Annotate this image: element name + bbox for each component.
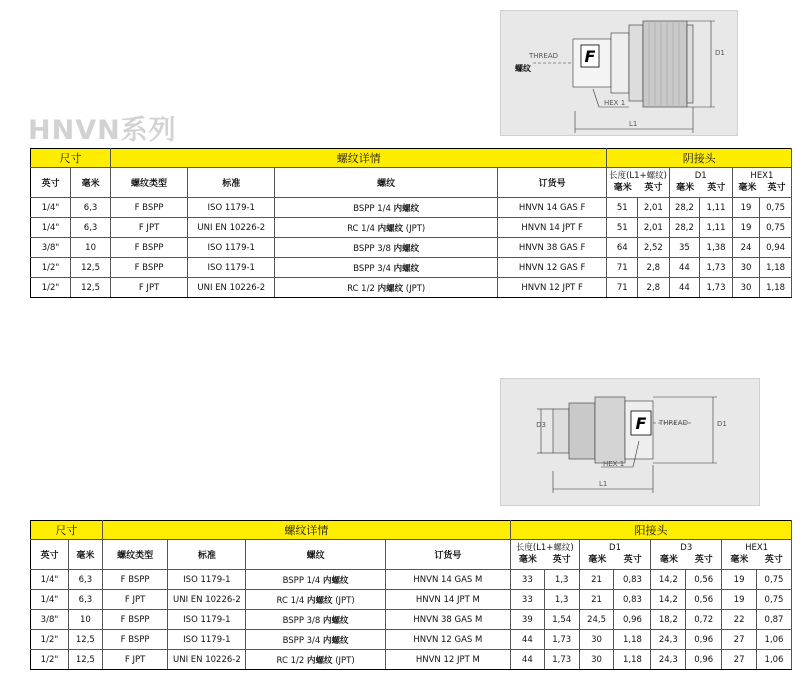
male-coupler-drawing xyxy=(500,378,760,506)
cell-h_in: 1,06 xyxy=(757,650,792,670)
cell-mm: 10 xyxy=(71,238,111,258)
header-hex1 xyxy=(722,540,792,570)
cell-d1_in: 1,18 xyxy=(614,630,651,650)
cell-order: HNVN 12 JPT F xyxy=(497,278,607,298)
cell-h_mm: 22 xyxy=(722,610,757,630)
cell-d1_in: 1,38 xyxy=(700,238,733,258)
cell-l_mm: 51 xyxy=(607,198,638,218)
cell-mm: 12,5 xyxy=(68,630,102,650)
header-order: 订货号 xyxy=(497,168,607,198)
header-d1-mm: 毫米 xyxy=(588,555,607,565)
table-row xyxy=(31,258,792,278)
cell-std: UNI EN 10226-2 xyxy=(188,218,275,238)
header-mm: 毫米 xyxy=(68,540,102,570)
header-d1-inch: 英寸 xyxy=(707,183,726,193)
cell-type: F BSPP xyxy=(111,258,188,278)
table-row xyxy=(31,650,792,670)
cell-std: ISO 1179-1 xyxy=(188,238,275,258)
cell-inch: 1/4" xyxy=(31,198,71,218)
header-d1 xyxy=(669,168,732,198)
cell-thread xyxy=(246,590,385,610)
group-coupler: 阴接头 xyxy=(607,149,792,168)
header-hex1-title: HEX1 xyxy=(750,171,774,181)
cell-type: F BSPP xyxy=(102,570,168,590)
cell-d3_mm: 14,2 xyxy=(651,570,686,590)
cell-l_mm: 44 xyxy=(510,630,544,650)
cell-thread-b: 内螺纹 xyxy=(377,223,404,234)
cell-thread-a: BSPP 3/8 xyxy=(353,243,394,254)
female-spec-table xyxy=(30,148,792,298)
cell-thread-a: RC 1/2 xyxy=(347,283,378,294)
cell-l_in: 1,73 xyxy=(544,630,579,650)
thread-label: THREAD xyxy=(529,52,559,60)
table-row xyxy=(31,278,792,298)
cell-l_in: 2,8 xyxy=(638,258,670,278)
cell-d1_in: 1,73 xyxy=(700,258,733,278)
header-d1-mm: 毫米 xyxy=(676,183,695,193)
cell-type: F BSPP xyxy=(102,610,168,630)
cell-mm: 10 xyxy=(68,610,102,630)
thread-label: THREAD xyxy=(659,419,689,427)
cell-type: F JPT xyxy=(102,650,168,670)
female-coupler-diagram xyxy=(501,11,737,135)
cell-h_mm: 19 xyxy=(722,570,757,590)
cell-thread-b: 内螺纹 xyxy=(393,243,420,254)
header-inch: 英寸 xyxy=(31,540,69,570)
cell-h_in: 0,75 xyxy=(757,590,792,610)
header-d3 xyxy=(651,540,722,570)
d3-label: D3 xyxy=(536,421,546,429)
cell-thread xyxy=(275,278,497,298)
header-length xyxy=(607,168,669,198)
header-d1 xyxy=(579,540,651,570)
cell-type: F JPT xyxy=(102,590,168,610)
cell-thread-b: 内螺纹 xyxy=(323,575,349,586)
cell-d3_mm: 14,2 xyxy=(651,590,686,610)
cell-d1_in: 0,83 xyxy=(614,590,651,610)
cell-d3_in: 0,72 xyxy=(686,610,722,630)
cell-thread-c: (JPT) xyxy=(403,223,426,234)
cell-order: HNVN 14 GAS M xyxy=(385,570,510,590)
header-thread: 螺纹 xyxy=(246,540,385,570)
header-inch: 英寸 xyxy=(31,168,71,198)
cell-type: F JPT xyxy=(111,218,188,238)
cell-l_mm: 64 xyxy=(607,238,638,258)
thread-cn-label: 螺纹 xyxy=(515,64,531,73)
cell-d1_in: 1,18 xyxy=(614,650,651,670)
header-std: 标准 xyxy=(188,168,275,198)
cell-mm: 6,3 xyxy=(68,590,102,610)
cell-type: F BSPP xyxy=(111,198,188,218)
female-coupler-drawing xyxy=(500,10,738,136)
cell-std: ISO 1179-1 xyxy=(168,630,246,650)
header-d3-mm: 毫米 xyxy=(659,555,678,565)
cell-h_mm: 19 xyxy=(722,590,757,610)
cell-l_in: 1,73 xyxy=(544,650,579,670)
header-d1-title: D1 xyxy=(609,543,621,553)
header-type: 螺纹类型 xyxy=(102,540,168,570)
cell-d3_mm: 18,2 xyxy=(651,610,686,630)
cell-d1_mm: 21 xyxy=(579,590,614,610)
header-type: 螺纹类型 xyxy=(111,168,188,198)
hex-label: HEX 1 xyxy=(604,99,626,107)
cell-inch: 1/2" xyxy=(31,258,71,278)
cell-d3_in: 0,56 xyxy=(686,590,722,610)
cell-order: HNVN 12 GAS F xyxy=(497,258,607,278)
cell-h_in: 0,87 xyxy=(757,610,792,630)
cell-inch: 3/8" xyxy=(31,238,71,258)
cell-h_mm: 24 xyxy=(732,238,759,258)
header-length-title: 长度(L1+螺纹) xyxy=(515,543,574,553)
header-length xyxy=(510,540,579,570)
header-hex1-inch: 英寸 xyxy=(767,183,786,193)
cell-std: ISO 1179-1 xyxy=(168,610,246,630)
series-title: HNVN系列 xyxy=(28,115,177,146)
cell-order: HNVN 38 GAS M xyxy=(385,610,510,630)
cell-std: UNI EN 10226-2 xyxy=(168,650,246,670)
cell-l_in: 2,52 xyxy=(638,238,670,258)
header-thread: 螺纹 xyxy=(275,168,497,198)
header-d3-inch: 英寸 xyxy=(694,555,713,565)
cell-thread-a: BSPP 1/4 xyxy=(353,203,394,214)
group-coupler: 阳接头 xyxy=(510,521,791,540)
cell-h_mm: 27 xyxy=(722,650,757,670)
cell-d3_in: 0,56 xyxy=(686,570,722,590)
cell-thread-b: 内螺纹 xyxy=(393,203,420,214)
d1-label: D1 xyxy=(715,49,725,57)
cell-order: HNVN 14 JPT F xyxy=(497,218,607,238)
cell-thread-a: RC 1/4 xyxy=(276,595,307,606)
cell-l_in: 2,01 xyxy=(638,218,670,238)
logo-f: F xyxy=(635,414,647,433)
cell-d1_mm: 28,2 xyxy=(669,218,700,238)
header-hex1-title: HEX1 xyxy=(745,543,769,553)
header-order: 订货号 xyxy=(385,540,510,570)
cell-thread-b: 内螺纹 xyxy=(306,595,333,606)
cell-d3_in: 0,96 xyxy=(686,650,722,670)
cell-thread xyxy=(246,630,385,650)
header-d1-title: D1 xyxy=(694,171,707,181)
table-row xyxy=(31,238,792,258)
cell-d1_mm: 30 xyxy=(579,630,614,650)
cell-mm: 6,3 xyxy=(71,218,111,238)
cell-inch: 1/2" xyxy=(31,278,71,298)
cell-type: F BSPP xyxy=(111,238,188,258)
logo-f: F xyxy=(584,47,596,66)
cell-h_in: 0,94 xyxy=(760,238,792,258)
cell-d1_in: 0,83 xyxy=(614,570,651,590)
cell-h_in: 1,06 xyxy=(757,630,792,650)
cell-std: ISO 1179-1 xyxy=(168,570,246,590)
table-row xyxy=(31,590,792,610)
cell-d1_in: 1,11 xyxy=(700,218,733,238)
cell-thread-a: BSPP 1/4 xyxy=(282,575,324,586)
cell-d1_in: 1,73 xyxy=(700,278,733,298)
cell-h_mm: 19 xyxy=(732,198,759,218)
cell-h_mm: 19 xyxy=(732,218,759,238)
cell-h_mm: 30 xyxy=(732,278,759,298)
cell-thread-c: (JPT) xyxy=(332,655,355,666)
cell-thread xyxy=(246,570,385,590)
cell-d1_in: 1,11 xyxy=(700,198,733,218)
cell-inch: 1/4" xyxy=(31,218,71,238)
cell-l_mm: 44 xyxy=(510,650,544,670)
cell-type: F BSPP xyxy=(102,630,168,650)
male-coupler-diagram xyxy=(501,379,759,505)
cell-std: UNI EN 10226-2 xyxy=(168,590,246,610)
male-spec-table xyxy=(30,520,792,670)
cell-order: HNVN 14 JPT M xyxy=(385,590,510,610)
cell-l_mm: 33 xyxy=(510,570,544,590)
cell-d3_mm: 24,3 xyxy=(651,650,686,670)
header-mm: 毫米 xyxy=(71,168,111,198)
cell-thread xyxy=(275,258,497,278)
cell-h_in: 0,75 xyxy=(760,218,792,238)
cell-d1_mm: 35 xyxy=(669,238,700,258)
cell-l_in: 1,3 xyxy=(544,570,579,590)
group-thread: 螺纹详情 xyxy=(102,521,510,540)
cell-std: UNI EN 10226-2 xyxy=(188,278,275,298)
cell-d1_mm: 44 xyxy=(669,258,700,278)
cell-thread xyxy=(275,198,497,218)
table-row xyxy=(31,570,792,590)
cell-l_mm: 71 xyxy=(607,258,638,278)
table-row xyxy=(31,218,792,238)
cell-mm: 12,5 xyxy=(68,650,102,670)
cell-thread xyxy=(275,238,497,258)
header-length-inch: 英寸 xyxy=(552,555,571,565)
cell-mm: 12,5 xyxy=(71,278,111,298)
cell-thread-a: RC 1/4 xyxy=(347,223,378,234)
cell-d1_mm: 30 xyxy=(579,650,614,670)
hex-label: HEX 1 xyxy=(603,460,625,468)
header-length-title: 长度(L1+螺纹) xyxy=(609,171,667,181)
cell-h_in: 0,75 xyxy=(757,570,792,590)
cell-type: F JPT xyxy=(111,278,188,298)
cell-thread-c: (JPT) xyxy=(403,283,426,294)
cell-order: HNVN 38 GAS F xyxy=(497,238,607,258)
table-row xyxy=(31,198,792,218)
cell-inch: 3/8" xyxy=(31,610,69,630)
header-std: 标准 xyxy=(168,540,246,570)
cell-inch: 1/2" xyxy=(31,630,69,650)
cell-d1_mm: 24,5 xyxy=(579,610,614,630)
cell-thread-b: 内螺纹 xyxy=(306,655,333,666)
header-hex1-inch: 英寸 xyxy=(764,555,783,565)
group-thread: 螺纹详情 xyxy=(111,149,607,168)
cell-thread-b: 内螺纹 xyxy=(323,635,349,646)
header-length-mm: 毫米 xyxy=(518,555,537,565)
cell-d3_mm: 24,3 xyxy=(651,630,686,650)
header-hex1-mm: 毫米 xyxy=(738,183,757,193)
cell-h_in: 1,18 xyxy=(760,258,792,278)
cell-thread xyxy=(246,650,385,670)
cell-order: HNVN 12 GAS M xyxy=(385,630,510,650)
cell-l_mm: 33 xyxy=(510,590,544,610)
cell-h_in: 1,18 xyxy=(760,278,792,298)
cell-thread xyxy=(275,218,497,238)
cell-order: HNVN 14 GAS F xyxy=(497,198,607,218)
table-row xyxy=(31,630,792,650)
cell-d1_mm: 28,2 xyxy=(669,198,700,218)
d1-label: D1 xyxy=(717,420,727,428)
cell-mm: 6,3 xyxy=(68,570,102,590)
table-row xyxy=(31,610,792,630)
group-size: 尺寸 xyxy=(31,521,103,540)
header-d3-title: D3 xyxy=(680,543,693,553)
cell-thread-a: BSPP 3/8 xyxy=(282,615,324,626)
cell-d1_mm: 21 xyxy=(579,570,614,590)
header-length-inch: 英寸 xyxy=(644,183,663,193)
l1-label: L1 xyxy=(629,120,638,128)
cell-thread-b: 内螺纹 xyxy=(323,615,349,626)
cell-inch: 1/4" xyxy=(31,590,69,610)
header-d1-inch: 英寸 xyxy=(623,555,642,565)
cell-l_in: 2,8 xyxy=(638,278,670,298)
cell-thread xyxy=(246,610,385,630)
l1-label: L1 xyxy=(599,480,608,488)
cell-std: ISO 1179-1 xyxy=(188,198,275,218)
cell-l_mm: 39 xyxy=(510,610,544,630)
cell-order: HNVN 12 JPT M xyxy=(385,650,510,670)
cell-l_in: 1,54 xyxy=(544,610,579,630)
cell-d1_in: 0,96 xyxy=(614,610,651,630)
cell-mm: 12,5 xyxy=(71,258,111,278)
header-length-mm: 毫米 xyxy=(613,183,632,193)
cell-l_in: 1,3 xyxy=(544,590,579,610)
cell-thread-a: BSPP 3/4 xyxy=(282,635,324,646)
cell-h_mm: 30 xyxy=(732,258,759,278)
cell-h_mm: 27 xyxy=(722,630,757,650)
cell-inch: 1/2" xyxy=(31,650,69,670)
cell-thread-b: 内螺纹 xyxy=(393,263,420,274)
cell-l_in: 2,01 xyxy=(638,198,670,218)
cell-inch: 1/4" xyxy=(31,570,69,590)
cell-std: ISO 1179-1 xyxy=(188,258,275,278)
header-hex1-mm: 毫米 xyxy=(730,555,749,565)
cell-l_mm: 51 xyxy=(607,218,638,238)
cell-thread-c: (JPT) xyxy=(332,595,355,606)
group-size: 尺寸 xyxy=(31,149,111,168)
cell-thread-b: 内螺纹 xyxy=(377,283,404,294)
cell-thread-a: RC 1/2 xyxy=(276,655,307,666)
cell-d1_mm: 44 xyxy=(669,278,700,298)
cell-d3_in: 0,96 xyxy=(686,630,722,650)
header-hex1 xyxy=(732,168,791,198)
cell-l_mm: 71 xyxy=(607,278,638,298)
cell-thread-a: BSPP 3/4 xyxy=(353,263,394,274)
cell-h_in: 0,75 xyxy=(760,198,792,218)
cell-mm: 6,3 xyxy=(71,198,111,218)
